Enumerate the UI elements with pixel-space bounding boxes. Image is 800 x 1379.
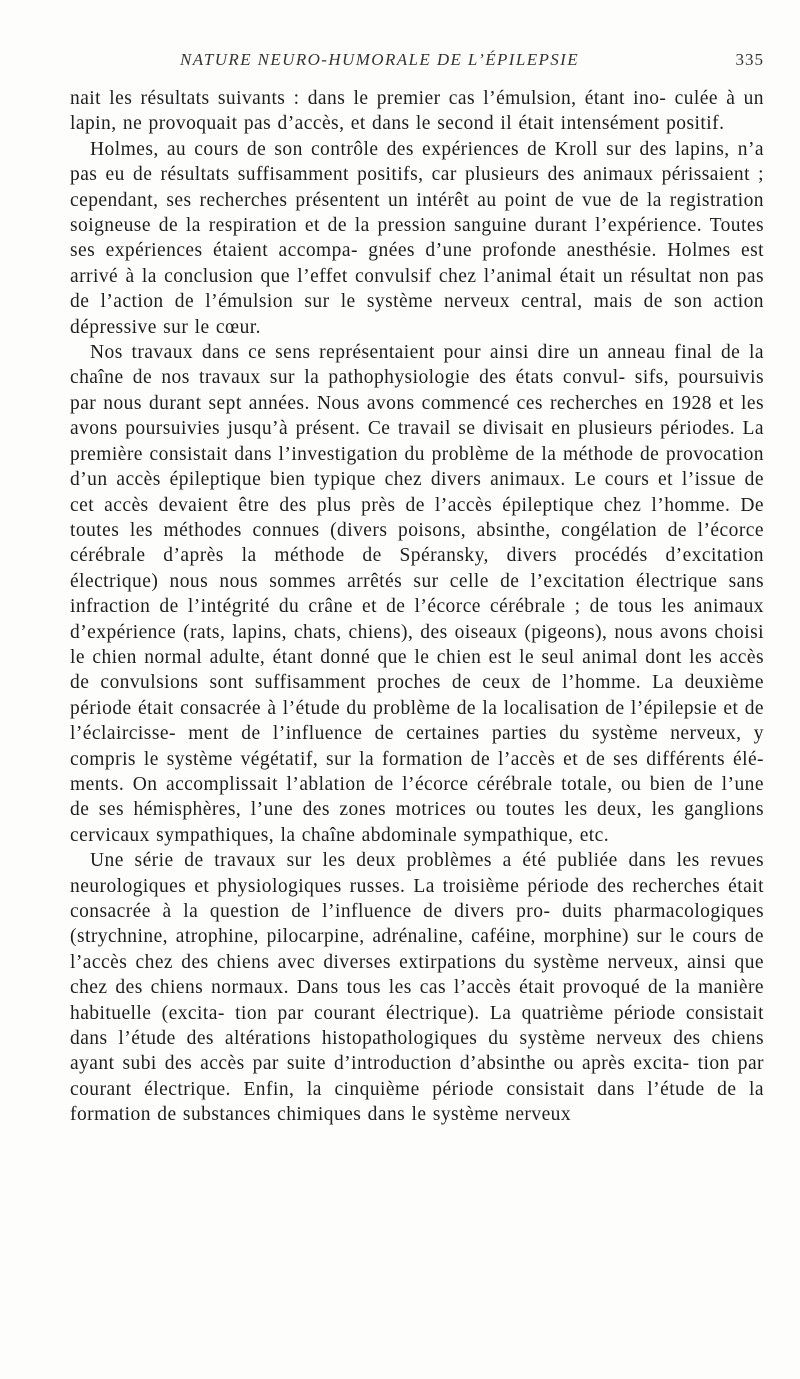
running-title: NATURE NEURO-HUMORALE DE L’ÉPILEPSIE <box>180 50 580 69</box>
paragraph-nos-travaux: Nos travaux dans ce sens représentaient pour ainsi dire un anneau final de la chaîne de nos travaux sur la pathophysiologie des états convul- sifs, poursuivis par nous durant sept années. Nous avons commencé ces recherches en 1928 et les avons poursuivies jusqu’à présent. Ce travail se divisait en plusieurs périodes. La première consistait dans l’investigation du problème de la méthode de provocation d’un accès épileptique bien typique chez divers animaux. Le cours et l’issue de cet accès devaient être des plus près de l’accès épileptique chez l’homme. De toutes les méthodes connues (divers poisons, absinthe, congélation de l’écorce cérébrale d’après la méthode de Spéransky, divers procédés d’excitation électrique) nous nous sommes arrêtés sur celle de l’excitation électrique sans infraction de l’intégrité du crâne et de l’écorce cérébrale ; de tous les animaux d’expérience (rats, lapins, chats, chiens), des oiseaux (pigeons), nous avons choisi le chien normal adulte, étant donné que le chien est le seul animal dont les accès de convulsions sont suffisamment proches de ceux de l’homme. La deuxième période était consacrée à l’étude du problème de la localisation de l’épilepsie et de l’éclaircisse- ment de l’influence de certaines parties du système nerveux, y compris le système végétatif, sur la formation de l’accès et de ses différents élé- ments. On accomplissait l’ablation de l’écorce cérébrale totale, ou bien de l’une de ses hémisphères, l’une des zones motrices ou toutes les deux, les ganglions cervicaux sympathiques, la chaîne abdominale sympathique, etc. <box>70 342 764 846</box>
paragraph-serie-de-travaux: Une série de travaux sur les deux problèmes a été publiée dans les revues neurologiques et physiologiques russes. La troisième période des recherches était consacrée à la question de l’influence de divers pro- duits pharmacologiques (strychnine, atrophine, pilocarpine, adrénaline, caféine, morphine) sur le cours de l’accès chez des chiens avec diverses extirpations du système nerveux, ainsi que chez des chiens normaux. Dans tous les cas l’accès était provoqué de la manière habituelle (excita- tion par courant électrique). La quatrième période consistait dans l’étude des altérations histopathologiques du système nerveux des chiens ayant subi des accès par suite d’introduction d’absinthe ou après excita- tion par courant électrique. Enfin, la cinquième période consistait dans l’étude de la formation de substances chimiques dans le système nerveux <box>70 850 764 1126</box>
paragraph-continuation: nait les résultats suivants : dans le premier cas l’émulsion, étant ino- culée à un lapin, ne provoquait pas d’accès, et dans le second il était intensément positif. <box>70 88 764 135</box>
page-number: 335 <box>735 50 764 69</box>
paragraph-holmes: Holmes, au cours de son contrôle des expériences de Kroll sur des lapins, n’a pas eu de résultats suffisamment positifs, car plusieurs des animaux périssaient ; cependant, ses recherches présentent un intérêt au point de vue de la registration soigneuse de la respiration et de la pression sanguine durant l’expérience. Toutes ses expériences étaient accompa- gnées d’une profonde anesthésie. Holmes est arrivé à la conclusion que l’effet convulsif chez l’animal était un résultat non pas de l’action de l’émulsion sur le système nerveux central, mais de son action dépressive sur le cœur. <box>70 138 764 338</box>
running-header <box>70 50 770 74</box>
body-text <box>70 86 764 1128</box>
